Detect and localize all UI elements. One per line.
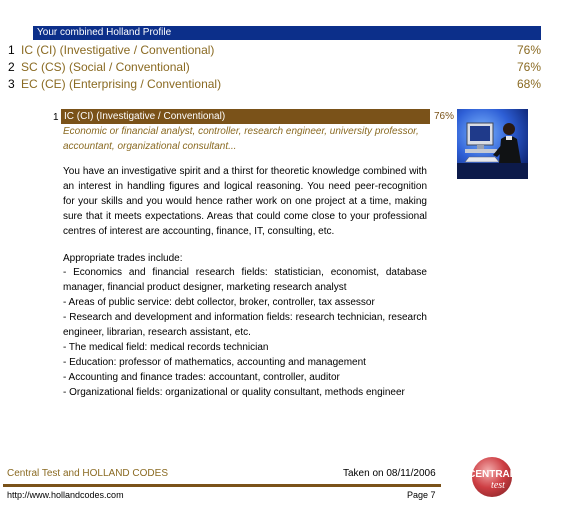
central-test-logo	[465, 455, 523, 499]
trade-item: - Areas of public service: debt collector, broker, controller, tax assessor	[63, 297, 375, 308]
detail-description: You have an investigative spirit and a thirst for theoretic knowledge combined with an interest in handling figures and logical reasoning. You need peer-recognition for your skills and you would hence rather work on one project at a time, making sure that it meets expectations. Areas that could come close to your professional centres of interest are accounting, finance, IT, consulting, etc.	[63, 166, 427, 237]
person-at-computer-illustration	[457, 109, 528, 179]
detail-title-bar	[61, 109, 430, 124]
logo-text-test: test	[491, 480, 505, 491]
profile-row-label: SC (CS) (Social / Conventional)	[21, 60, 190, 74]
profile-header-bar	[33, 26, 541, 40]
footer-taken-date: Taken on 08/11/2006	[343, 468, 436, 479]
trades-heading: Appropriate trades include:	[63, 253, 183, 264]
trade-item: - Economics and financial research fields: statistician, economist, database manager, financial product designer, marketing research analyst	[63, 267, 427, 293]
detail-percent: 76%	[434, 111, 455, 122]
profile-row-percent: 76%	[516, 43, 541, 57]
trade-item: - Organizational fields: organizational or quality consultant, methods engineer	[63, 387, 405, 398]
trade-item: - The medical field: medical records technician	[63, 342, 269, 353]
page-number: Page 7	[407, 490, 436, 500]
logo-text-central: CENTRAL	[468, 469, 516, 480]
trades-list	[63, 265, 427, 400]
footer-url: http://www.hollandcodes.com	[7, 490, 124, 500]
profile-row-percent: 76%	[516, 60, 541, 74]
profile-row-label: IC (CI) (Investigative / Conventional)	[21, 43, 215, 57]
profile-row-label: EC (CE) (Enterprising / Conventional)	[21, 77, 222, 91]
footer-title: Central Test and HOLLAND CODES	[7, 468, 168, 479]
footer-divider	[3, 484, 441, 487]
profile-row-rank: 1	[8, 43, 15, 57]
profile-row-rank: 2	[8, 60, 15, 74]
profile-row-rank: 3	[8, 77, 15, 91]
trade-item: - Education: professor of mathematics, accounting and management	[63, 357, 366, 368]
detail-subtitle: Economic or financial analyst, controller, research engineer, university professor, accountant, organizational consultant...	[63, 126, 419, 152]
trade-item: - Research and development and information fields: research technician, research engineer, librarian, research assistant, etc.	[63, 312, 427, 338]
detail-rank: 1	[53, 112, 59, 123]
profile-header-title: Your combined Holland Profile	[37, 27, 172, 38]
trade-item: - Accounting and finance trades: accountant, controller, auditor	[63, 372, 340, 383]
detail-title: IC (CI) (Investigative / Conventional)	[64, 111, 226, 122]
profile-row	[8, 43, 541, 59]
profile-row	[8, 60, 541, 76]
profile-row-percent: 68%	[516, 77, 541, 91]
profile-row	[8, 77, 541, 93]
